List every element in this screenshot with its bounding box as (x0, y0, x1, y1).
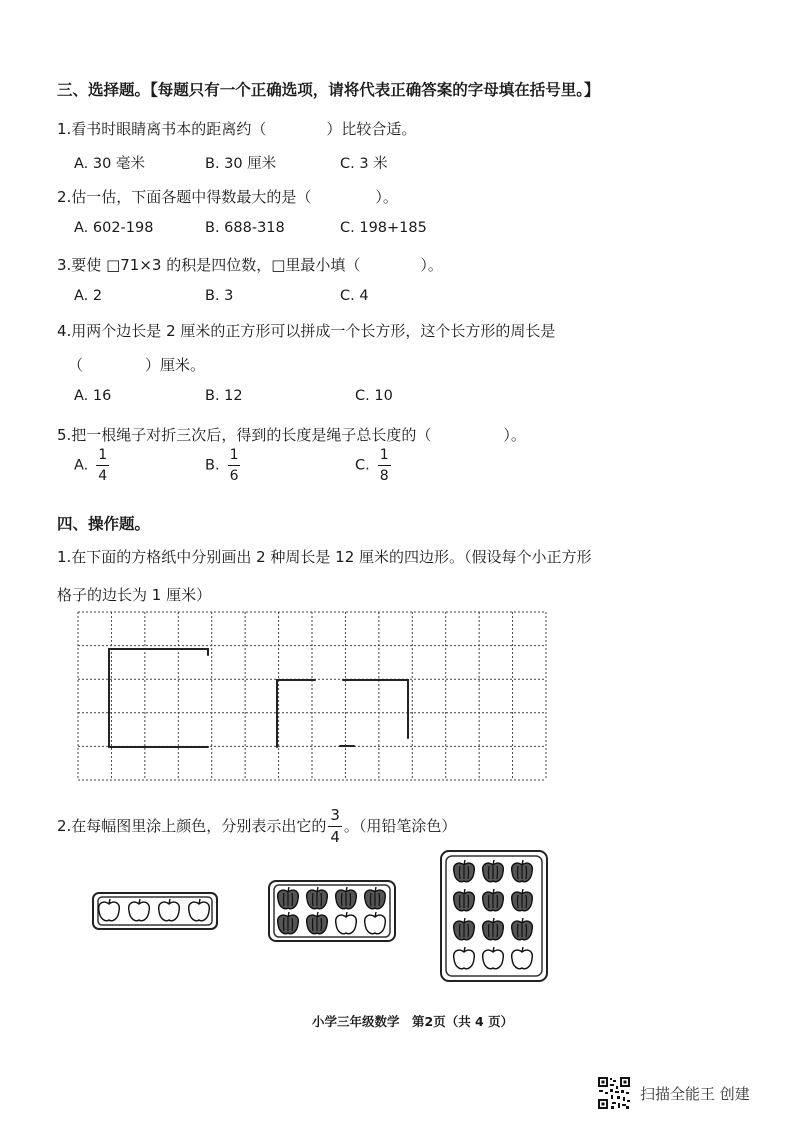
apple-icon (483, 860, 504, 882)
apple-icon (336, 912, 357, 934)
q1-option-a: A. 30 毫米 (74, 156, 145, 172)
grid-paper (78, 612, 546, 780)
apple-icon (159, 899, 180, 921)
section-title-operation: 四、操作题。 (57, 515, 151, 533)
drawn-shape-2-right (343, 680, 408, 738)
apple-box-1 (92, 892, 218, 930)
apple-icon (99, 899, 120, 921)
apple-icon (454, 889, 475, 911)
op-question-2: 2.在每幅图里涂上颜色，分别表示出它的 $\frac{3}{4}$ 。（用铅笔涂色） (57, 806, 457, 846)
apple-icon (365, 912, 386, 934)
apple-icon (483, 918, 504, 940)
q5-option-a: A. $\frac{1}{4}$ (74, 447, 108, 484)
op-question-1-line1: 1.在下面的方格纸中分别画出 2 种周长是 12 厘米的四边形。（假设每个小正方形 (57, 548, 592, 566)
scanner-watermark: 扫描全能王 创建 (640, 1085, 750, 1103)
apple-icon (365, 887, 386, 909)
q4-option-a: A. 16 (74, 388, 112, 404)
question-4-line1: 4.用两个边长是 2 厘米的正方形可以拼成一个长方形，这个长方形的周长是 (57, 322, 556, 340)
apple-icon (512, 889, 533, 911)
page-footer: 小学三年级数学 第2页（共 4 页） (312, 1014, 514, 1029)
question-2: 2.估一估，下面各题中得数最大的是（ ）。 (57, 188, 398, 206)
apple-icon (454, 860, 475, 882)
apple-icon (454, 947, 475, 969)
qr-code-icon (597, 1076, 631, 1110)
q3-option-c: C. 4 (340, 288, 369, 304)
q4-option-b: B. 12 (205, 388, 243, 404)
apple-icon (189, 899, 210, 921)
drawn-shape-2 (277, 680, 315, 747)
q5-option-b: B. $\frac{1}{6}$ (205, 447, 239, 484)
fraction: $\frac{1}{6}$ (229, 447, 239, 484)
question-3: 3.要使 □71×3 的积是四位数，□里最小填（ ）。 (57, 256, 443, 274)
q1-option-c: C. 3 米 (340, 156, 388, 172)
q2-option-b: B. 688-318 (205, 220, 285, 236)
apple-icon (129, 899, 150, 921)
apple-icon (278, 887, 299, 909)
question-4-line2: （ ）厘米。 (68, 356, 206, 374)
apple-box-3 (440, 850, 548, 982)
section-title-choice: 三、选择题。【每题只有一个正确选项，请将代表正确答案的字母填在括号里。】 (57, 81, 600, 99)
op-question-1-line2: 格子的边长为 1 厘米） (57, 586, 212, 604)
apple-icon (307, 887, 328, 909)
apple-icon (307, 912, 328, 934)
apple-icon (483, 889, 504, 911)
q3-option-a: A. 2 (74, 288, 103, 304)
fraction: $\frac{3}{4}$ (330, 806, 340, 846)
apple-icon (512, 918, 533, 940)
q4-option-c: C. 10 (355, 388, 393, 404)
apple-icon (336, 887, 357, 909)
apple-icon (454, 918, 475, 940)
question-5: 5.把一根绳子对折三次后，得到的长度是绳子总长度的（ ）。 (57, 426, 526, 444)
question-1: 1.看书时眼睛离书本的距离约（ ）比较合适。 (57, 120, 417, 138)
q2-option-a: A. 602-198 (74, 220, 154, 236)
apple-icon (278, 912, 299, 934)
apple-icon (512, 860, 533, 882)
drawn-shape-1 (109, 649, 208, 747)
q1-option-b: B. 30 厘米 (205, 156, 277, 172)
fraction: $\frac{1}{4}$ (98, 447, 108, 484)
apple-box-2 (268, 880, 396, 942)
fraction: $\frac{1}{8}$ (379, 447, 389, 484)
apple-icon (512, 947, 533, 969)
q5-option-c: C. $\frac{1}{8}$ (355, 447, 389, 484)
q2-option-c: C. 198+185 (340, 220, 427, 236)
q3-option-b: B. 3 (205, 288, 234, 304)
apple-icon (483, 947, 504, 969)
